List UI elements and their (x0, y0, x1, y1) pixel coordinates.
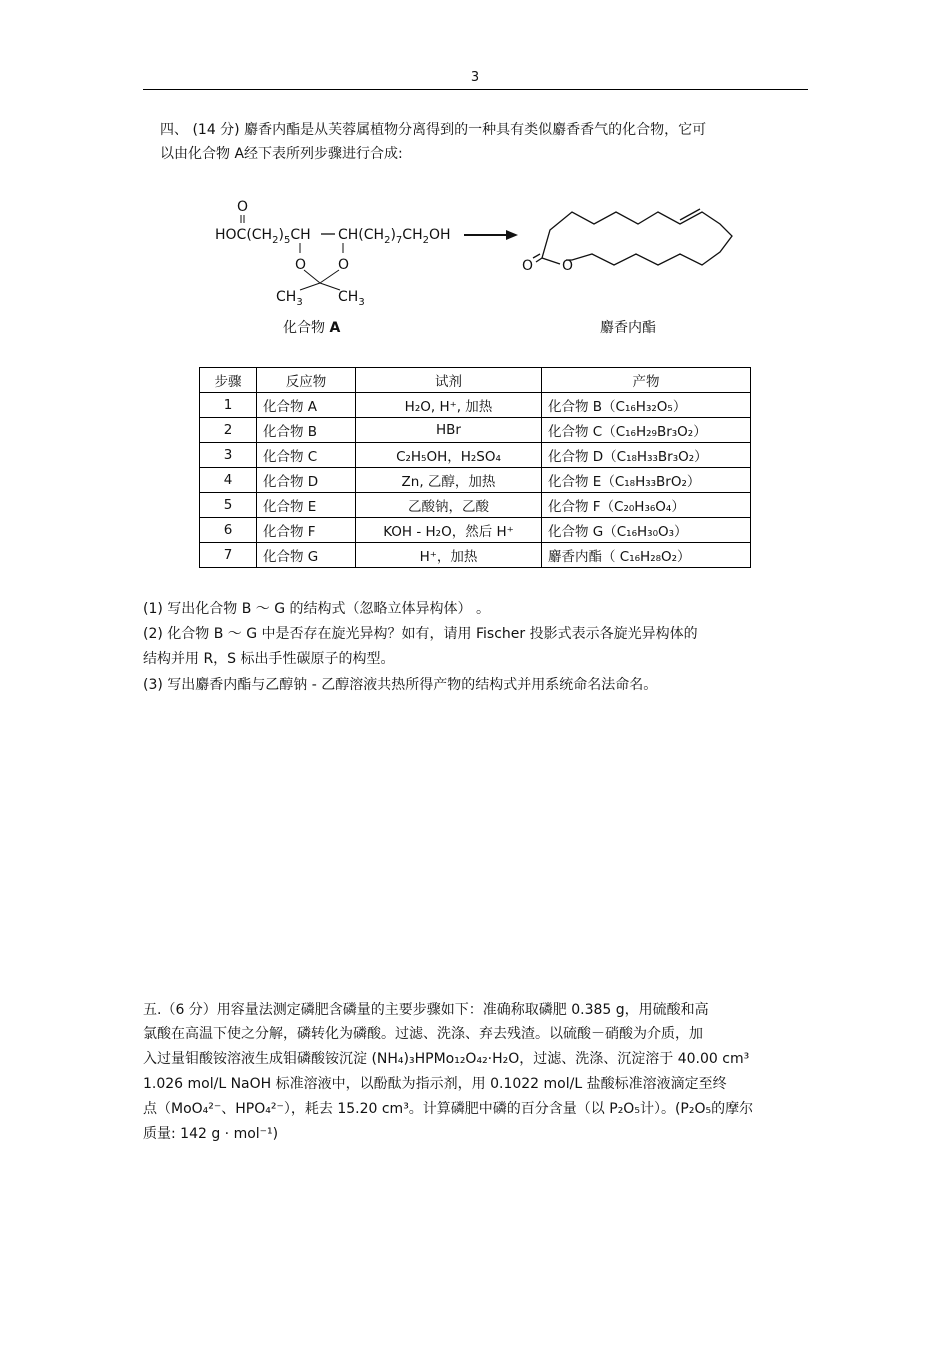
svg-text:O: O (338, 257, 350, 273)
q4-subquestion-1: (1) 写出化合物 B ～ G 的结构式（忽略立体异构体） 。 (143, 601, 490, 617)
q4-subquestion-2-line2: 结构并用 R，S 标出手性碳原子的构型。 (143, 651, 395, 667)
q5-line6: 质量: 142 g · mol⁻¹) (143, 1126, 279, 1142)
svg-text:O: O (295, 257, 307, 273)
q4-intro-line1: 四、 (14 分) 麝香内酯是从芙蓉属植物分离得到的一种具有类似麝香香气的化合物，它可 (160, 122, 707, 138)
table-row: 6 化合物 F KOH - H₂O，然后 H⁺ 化合物 G（C₁₆H₃₀O₃） (200, 518, 751, 543)
table-row: 5 化合物 E 乙酸钠，乙酸 化合物 F（C₂₀H₃₆O₄） (200, 493, 751, 518)
header-reactant: 反应物 (257, 368, 356, 393)
q4-subquestion-3: (3) 写出麝香内酯与乙醇钠 - 乙醇溶液共热所得产物的结构式并用系统命名法命名。 (143, 677, 658, 693)
page-number: 3 (470, 70, 480, 85)
reaction-scheme (200, 190, 760, 315)
svg-text:CH3: $CH_3$ (338, 289, 365, 308)
q5-line1: 五.（6 分）用容量法测定磷肥含磷量的主要步骤如下：准确称取磷肥 0.385 g，用硫酸和高 (143, 1002, 709, 1018)
q5-line4: 1.026 mol/L NaOH 标准溶液中，以酚酞为指示剂，用 0.1022 mol/L 盐酸标准溶液滴定至终 (143, 1076, 727, 1092)
svg-text:HOC(CH2)5CH: $HOC(CH_2)_5CH$ (215, 227, 311, 246)
q5-line2: 氯酸在高温下使之分解，磷转化为磷酸。过滤、洗涤、弃去残渣。以硫酸－硝酸为介质，加 (143, 1026, 703, 1042)
header-rule (143, 89, 808, 90)
svg-text:CH3: $CH_3$ (276, 289, 303, 308)
table-row: 4 化合物 D Zn, 乙醇，加热 化合物 E（C₁₈H₃₃BrO₂） (200, 468, 751, 493)
header-reagent: 试剂 (356, 368, 542, 393)
musk-lactone-label: 麝香内酯 (600, 320, 656, 336)
compound-a-o-top: O (237, 199, 249, 215)
table-row: 2 化合物 B HBr 化合物 C（C₁₆H₂₉Br₃O₂） (200, 418, 751, 443)
lactone-carbonyl-o: O (522, 258, 534, 274)
svg-text:CH(CH2)7CH2OH: $CH(CH_2)_7CH_2OH$ (338, 227, 451, 246)
q5-line3: 入过量钼酸铵溶液生成钼磷酸铵沉淀 (NH₄)₃HPMo₁₂O₄₂·H₂O，过滤、洗涤、沉淀溶于 40.00 cm³ (143, 1051, 750, 1067)
q4-subquestion-2-line1: (2) 化合物 B ～ G 中是否存在旋光异构？如有，请用 Fischer 投影式表示各旋光异构体的 (143, 626, 698, 642)
table-row: 1 化合物 A H₂O, H⁺, 加热 化合物 B（C₁₆H₃₂O₅） (200, 393, 751, 418)
compound-a-label: 化合物 A (283, 320, 341, 336)
table-row: 7 化合物 G H⁺，加热 麝香内酯（ C₁₆H₂₈O₂） (200, 543, 751, 568)
table-header-row (200, 368, 751, 393)
lactone-ring-o: O (562, 258, 574, 274)
q5-line5: 点（MoO₄²⁻、HPO₄²⁻），耗去 15.20 cm³。计算磷肥中磷的百分含量（以 P₂O₅计）。(P₂O₅的摩尔 (143, 1101, 754, 1117)
table-row: 3 化合物 C C₂H₅OH，H₂SO₄ 化合物 D（C₁₈H₃₃Br₃O₂） (200, 443, 751, 468)
q4-intro-line2: 以由化合物 A经下表所列步骤进行合成: (160, 146, 403, 162)
synthesis-steps-table (199, 367, 751, 568)
header-product: 产物 (542, 368, 751, 393)
header-step: 步骤 (200, 368, 257, 393)
